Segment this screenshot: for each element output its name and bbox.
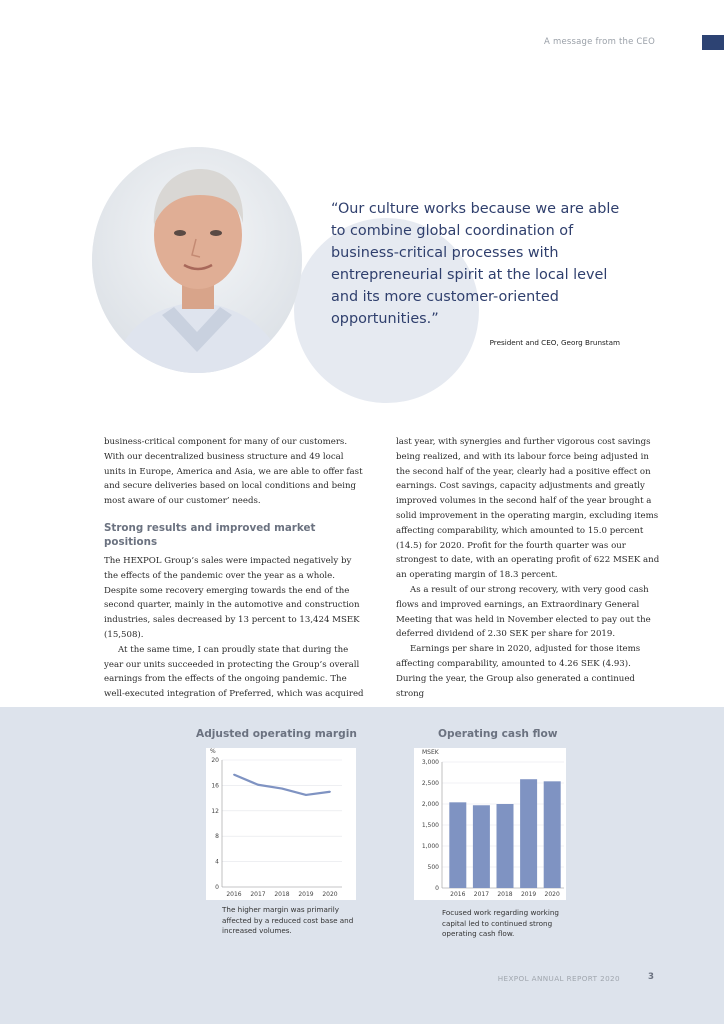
data-point: [233, 774, 235, 776]
x-tick-label: 2017: [473, 891, 490, 898]
y-tick-label: 4: [215, 858, 219, 866]
x-tick-label: 2018: [274, 891, 290, 898]
y-tick-label: 8: [215, 833, 219, 841]
cashflow-chart-title: Operating cash flow: [438, 728, 558, 740]
paragraph: As a result of our strong recovery, with very good cash flows and improved earnings, an Extraordinary General Meeting that was held in November elected to pay out the deferred dividend of 2.30 SEK per share for 2019.: [396, 584, 651, 640]
quote-attribution: President and CEO, Georg Brunstam: [489, 338, 620, 347]
data-point: [329, 791, 331, 793]
margin-chart-title: Adjusted operating margin: [196, 728, 357, 740]
y-tick-label: 16: [211, 782, 219, 790]
cashflow-chart-panel: [414, 748, 566, 900]
y-tick-label: 1,000: [421, 843, 439, 850]
paragraph: last year, with synergies and further vigorous cost savings being realized, and with its labour force being adjusted in the second half of the year, clearly had a positive effect on earnings. Cost savings, capacity adjustments and greatly improved volumes in the second half of the year brought a solid improvement in the operating margin, excluding items affecting comparability, which amounted to 15.0 percent (14.5) for 2020. Profit for the fourth quarter was our strongest to date, with an operating profit of 622 MSEK and an operating margin of 18.3 percent.: [396, 437, 660, 581]
cashflow-bar: [544, 781, 561, 888]
y-tick-label: 500: [427, 864, 439, 871]
cashflow-bar-chart: [414, 748, 566, 900]
paragraph: Earnings per share in 2020, adjusted for those items affecting comparability, amounted to 4.26 SEK (4.93). During the year, the Group also generated a continued strong: [396, 644, 641, 699]
x-tick-label: 2019: [298, 891, 314, 898]
paragraph: business-critical component for many of our customers. With our decentralized business structure and 49 local units in Europe, America and Asia, we are able to offer fast and secure deliveries based on local conditions and being most aware of our customer’ needs.: [104, 437, 363, 507]
cashflow-bar: [449, 802, 466, 888]
report-label: HEXPOL ANNUAL REPORT 2020: [497, 974, 620, 983]
ceo-portrait: [92, 147, 302, 373]
margin-chart-note: The higher margin was primarily affected by a reduced cost base and increased volumes.: [222, 905, 354, 935]
cashflow-bar: [473, 805, 490, 888]
margin-line-chart: [206, 748, 356, 900]
paragraph: The HEXPOL Group’s sales were impacted negatively by the effects of the pandemic over the year as a whole. Despite some recovery emerging towards the end of the second quarter, mainly in the automotive and construction industries, sales decreased by 13 percent to 13,424 MSEK (15,508).: [104, 555, 360, 640]
section-heading: Strong results and improved market positions: [104, 521, 316, 549]
x-tick-label: 2020: [544, 891, 560, 898]
cashflow-bar: [497, 804, 514, 888]
y-tick-label: 0: [435, 885, 439, 892]
data-point: [281, 788, 283, 790]
y-tick-label: 0: [215, 884, 219, 891]
ceo-quote: “Our culture works because we are able to combine global coordination of business-critical processes with entrepreneurial spirit at the local level and its more customer-oriented opportunities.”: [331, 201, 620, 327]
x-tick-label: 2020: [322, 891, 338, 898]
x-tick-label: 2017: [250, 891, 266, 898]
y-tick-label: 3,000: [421, 759, 439, 766]
x-tick-label: 2016: [450, 891, 466, 898]
cashflow-bar: [520, 779, 537, 888]
body-column-right: [396, 435, 660, 701]
cashflow-chart-note: Focused work regarding working capital led to continued strong operating cash flow.: [442, 908, 559, 938]
x-tick-label: 2018: [497, 891, 513, 898]
y-tick-label: 20: [211, 757, 219, 764]
paragraph: At the same time, I can proudly state that during the year our units succeeded in protecting the Group’s overall earnings from the effects of the ongoing pandemic. The well-executed integration of Preferred, which was acquired: [104, 644, 364, 700]
data-point: [257, 784, 259, 786]
section-label: A message from the CEO: [544, 37, 655, 47]
y-axis-unit: %: [210, 748, 216, 755]
x-tick-label: 2016: [226, 891, 242, 898]
x-tick-label: 2019: [520, 891, 537, 898]
margin-series-line: [234, 775, 330, 795]
y-tick-label: 2,500: [421, 780, 439, 787]
section-tab-marker: [702, 35, 724, 50]
y-tick-label: 12: [211, 807, 219, 815]
margin-chart-panel: [206, 748, 356, 900]
body-column-left: [104, 435, 366, 702]
y-axis-unit: MSEK: [422, 749, 439, 756]
y-tick-label: 1,500: [421, 822, 439, 829]
page-number: 3: [648, 972, 654, 982]
y-tick-label: 2,000: [421, 801, 439, 808]
data-point: [305, 794, 307, 796]
